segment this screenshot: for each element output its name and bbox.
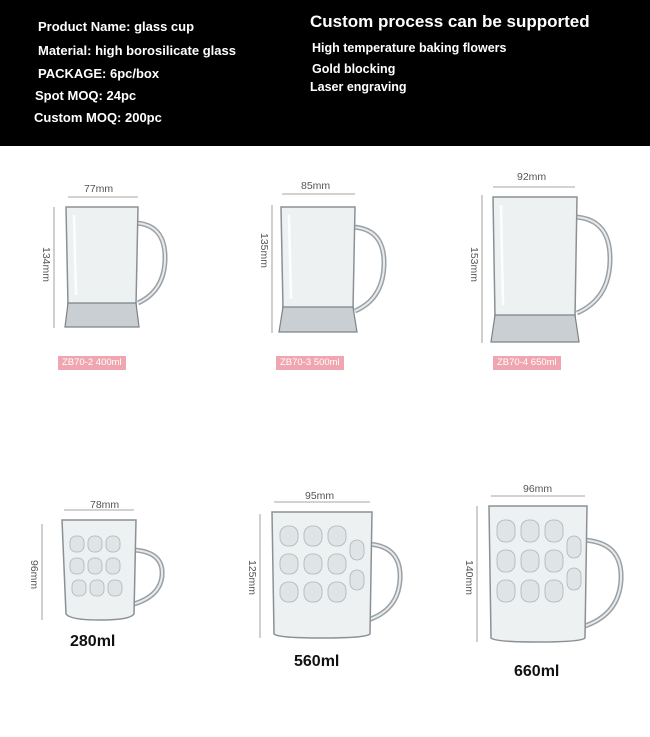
process-gold-blocking: Gold blocking bbox=[312, 62, 396, 76]
process-laser-engraving: Laser engraving bbox=[310, 80, 407, 94]
product-dimpled-280ml bbox=[30, 496, 180, 626]
product-dimpled-660ml bbox=[463, 480, 633, 660]
mug-illustration bbox=[465, 165, 625, 365]
height-label: 140mm bbox=[463, 560, 475, 596]
height-label: 153mm bbox=[468, 247, 480, 283]
width-label: 78mm bbox=[90, 499, 120, 511]
spec-product-name: Product Name: glass cup bbox=[38, 19, 195, 34]
mug-illustration bbox=[30, 496, 180, 626]
header-banner bbox=[0, 0, 650, 146]
width-label: 95mm bbox=[305, 490, 335, 502]
mug-illustration bbox=[40, 175, 180, 375]
spec-package: PACKAGE: 6pc/box bbox=[38, 66, 160, 81]
mug-illustration bbox=[250, 488, 410, 648]
product-zb70-2 bbox=[40, 175, 180, 375]
height-label: 135mm bbox=[258, 233, 270, 269]
height-label: 96mm bbox=[28, 560, 40, 590]
spec-material: Material: high borosilicate glass bbox=[38, 43, 236, 58]
spec-spot-moq: Spot MOQ: 24pc bbox=[35, 88, 137, 103]
mug-illustration bbox=[463, 480, 633, 660]
process-baking-flowers: High temperature baking flowers bbox=[312, 41, 507, 55]
custom-process-title: Custom process can be supported bbox=[310, 12, 590, 31]
product-dimpled-560ml bbox=[246, 488, 410, 648]
height-label: 125mm bbox=[246, 560, 258, 596]
width-label: 85mm bbox=[301, 180, 331, 192]
width-label: 77mm bbox=[84, 183, 114, 195]
product-zb70-4 bbox=[465, 165, 625, 365]
width-label: 96mm bbox=[523, 483, 553, 495]
capacity-280ml: 280ml bbox=[70, 633, 116, 650]
product-zb70-3 bbox=[258, 175, 405, 375]
model-tag-zb70-3: ZB70-3 500ml bbox=[276, 356, 344, 370]
height-label: 134mm bbox=[40, 247, 52, 283]
capacity-560ml: 560ml bbox=[294, 653, 340, 670]
mug-illustration bbox=[265, 175, 405, 375]
spec-custom-moq: Custom MOQ: 200pc bbox=[34, 110, 162, 125]
width-label: 92mm bbox=[517, 171, 547, 183]
model-tag-zb70-4: ZB70-4 650ml bbox=[493, 356, 561, 370]
model-tag-zb70-2: ZB70-2 400ml bbox=[58, 356, 126, 370]
capacity-660ml: 660ml bbox=[514, 663, 560, 680]
